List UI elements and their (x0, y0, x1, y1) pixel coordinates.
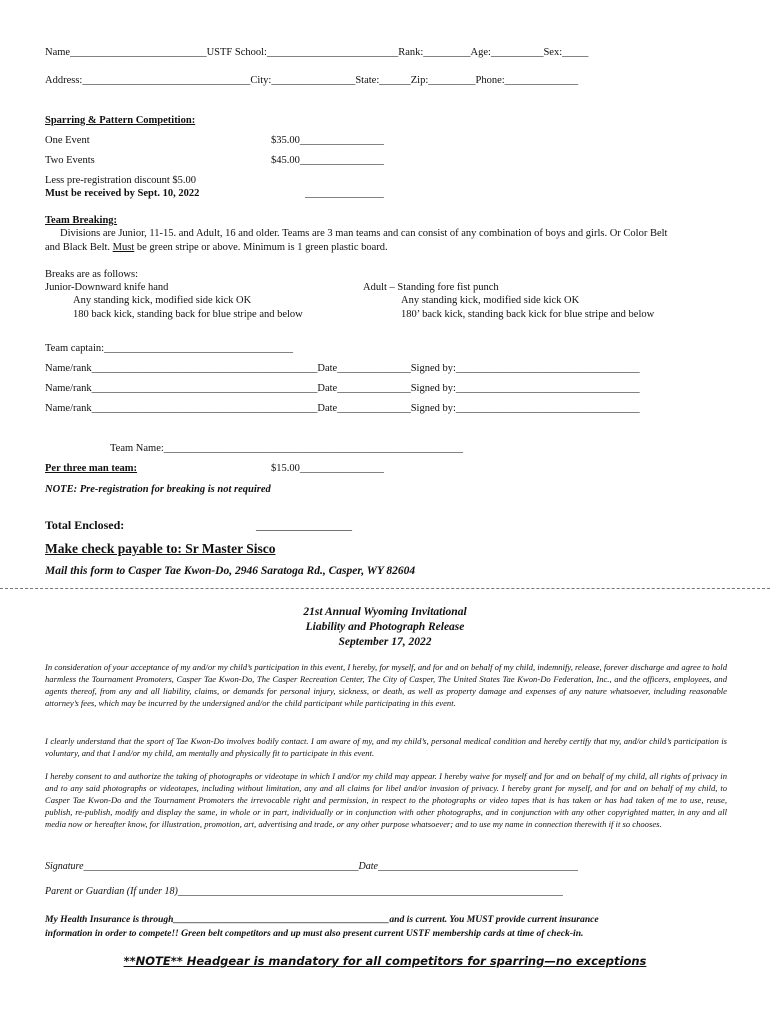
total-enclosed-label: Total Enclosed: (45, 518, 125, 532)
junior-break-item: Any standing kick, modified side kick OK (73, 295, 252, 306)
team-member-row[interactable]: Name/rank___________________________________________Date______________Signed by:___________________________________ (45, 403, 640, 414)
total-enclosed-blank[interactable]: ________________ (256, 518, 352, 532)
release-paragraph-photo: I hereby consent to and authorize the taking of photographs or videotape in which I and/or my child may appear. I hereby waive for myself and for and on behalf of my child, all rights of privacy in and to any said photographs or videotapes, including without limitation, any and all claims for libel and/or invasion of privacy. I hereby grant for myself, and for and on behalf of my child, to Casper Tae Kwon-Do and the Tournament Promoters the irrevocable right and permission, in respect to the photographs or video tapes that is has taken or has had taken of me to use, reuse, publish, re-publish, modify and display the same, in whole or in part, individually or in conjunction with other photographs, and in conjunction with any other copyrighted matter, in any and all media now or hereafter know, for illustration, promotion, art, advertising and trade, or any other purpose whatsoever; and to use my name in connection therewith if it so chooses. (45, 771, 727, 829)
release-title: Liability and Photograph Release (305, 621, 465, 633)
team-breaking-desc-line1: Divisions are Junior, 11-15. and Adult, 16 and older. Teams are 3 man teams and can consist of any combination of boys and girls. Or Color Belt (60, 228, 668, 239)
registration-line-name[interactable]: Name__________________________USTF School:_________________________Rank:_________Age:__________Sex:_____ (45, 47, 589, 58)
adult-break-item: Any standing kick, modified side kick OK (401, 295, 580, 306)
cut-line-divider (0, 588, 770, 589)
signature-line[interactable]: Signature_______________________________________________________Date________________________________________ (45, 861, 578, 872)
per-team-price[interactable]: $15.00________________ (271, 463, 384, 474)
one-event-label: One Event (45, 135, 90, 146)
release-date: September 17, 2022 (338, 636, 432, 648)
registration-line-address[interactable]: Address:________________________________City:________________State:______Zip:_________Phone:______________ (45, 75, 579, 86)
two-events-price[interactable]: $45.00________________ (271, 155, 384, 166)
competition-heading: Sparring & Pattern Competition: (45, 115, 196, 126)
discount-blank[interactable]: _______________ (305, 188, 384, 199)
adult-break-item: 180’ back kick, standing back kick for blue stripe and below (401, 309, 655, 320)
discount-label: Less pre-registration discount $5.00 (45, 175, 197, 186)
team-name-field[interactable]: Team Name:_________________________________________________________ (110, 443, 464, 454)
guardian-signature-line[interactable]: Parent or Guardian (If under 18)_____________________________________________________________________________ (45, 886, 563, 897)
mail-to-address: Mail this form to Casper Tae Kwon-Do, 2946 Saratoga Rd., Casper, WY 82604 (45, 565, 416, 577)
check-payable-text: Make check payable to: Sr Master Sisco (45, 541, 276, 556)
junior-break-item: 180 back kick, standing back for blue stripe and below (73, 309, 303, 320)
adult-break-title: Adult – Standing fore fist punch (363, 282, 499, 293)
team-breaking-heading: Team Breaking: (45, 215, 118, 226)
team-captain-field[interactable]: Team captain:____________________________________ (45, 343, 294, 354)
breaking-note: NOTE: Pre-registration for breaking is not required (45, 484, 271, 495)
insurance-line-continued: information in order to compete!! Green belt competitors and up must also present current USTF membership cards at time of check-in. (45, 928, 584, 939)
headgear-notice: **NOTE** Headgear is mandatory for all competitors for sparring—no exceptions (123, 954, 647, 968)
release-paragraph-indemnity: In consideration of your acceptance of my and/or my child’s participation in this event, I hereby, for myself, and for and on behalf of my child, indemnify, release, forever discharge and agree to hold harmless the Tournament Promoters, Casper Tae Kwon-Do, The Casper Recreation Center, The City of Casper, The United States Tae Kwon-Do Federation, Inc., and the officers, employees, and agents thereof, from any and all liability, claims, or demands for personal injury, sickness, or death, as well as property damage and expenses of any nature whatsoever, including reasonable attorney’s fees, which may be incurred by the undersigned and/or the child participant while participating in this event. (45, 662, 727, 708)
deadline-label: Must be received by Sept. 10, 2022 (45, 188, 200, 199)
insurance-line[interactable]: My Health Insurance is through_____________________________________________and is current. You MUST provide current insurance (45, 914, 599, 925)
one-event-price[interactable]: $35.00________________ (271, 135, 384, 146)
team-member-row[interactable]: Name/rank___________________________________________Date______________Signed by:___________________________________ (45, 383, 640, 394)
team-member-row[interactable]: Name/rank___________________________________________Date______________Signed by:___________________________________ (45, 363, 640, 374)
breaks-intro: Breaks are as follows: (45, 269, 139, 280)
per-team-label: Per three man team: (45, 463, 138, 474)
two-events-label: Two Events (45, 155, 95, 166)
release-title-event: 21st Annual Wyoming Invitational (303, 606, 467, 618)
release-paragraph-medical: I clearly understand that the sport of Tae Kwon-Do involves bodily contact. I am aware of my, and my child’s, personal medical condition and hereby certify that my, and/or child’s participation is voluntary, and that I and/or my child, am mentally and physically fit to participate in this event. (45, 736, 727, 758)
team-breaking-desc-line2: and Black Belt. Must be green stripe or above. Minimum is 1 green plastic board. (45, 242, 388, 253)
junior-break-title: Junior-Downward knife hand (45, 282, 169, 293)
